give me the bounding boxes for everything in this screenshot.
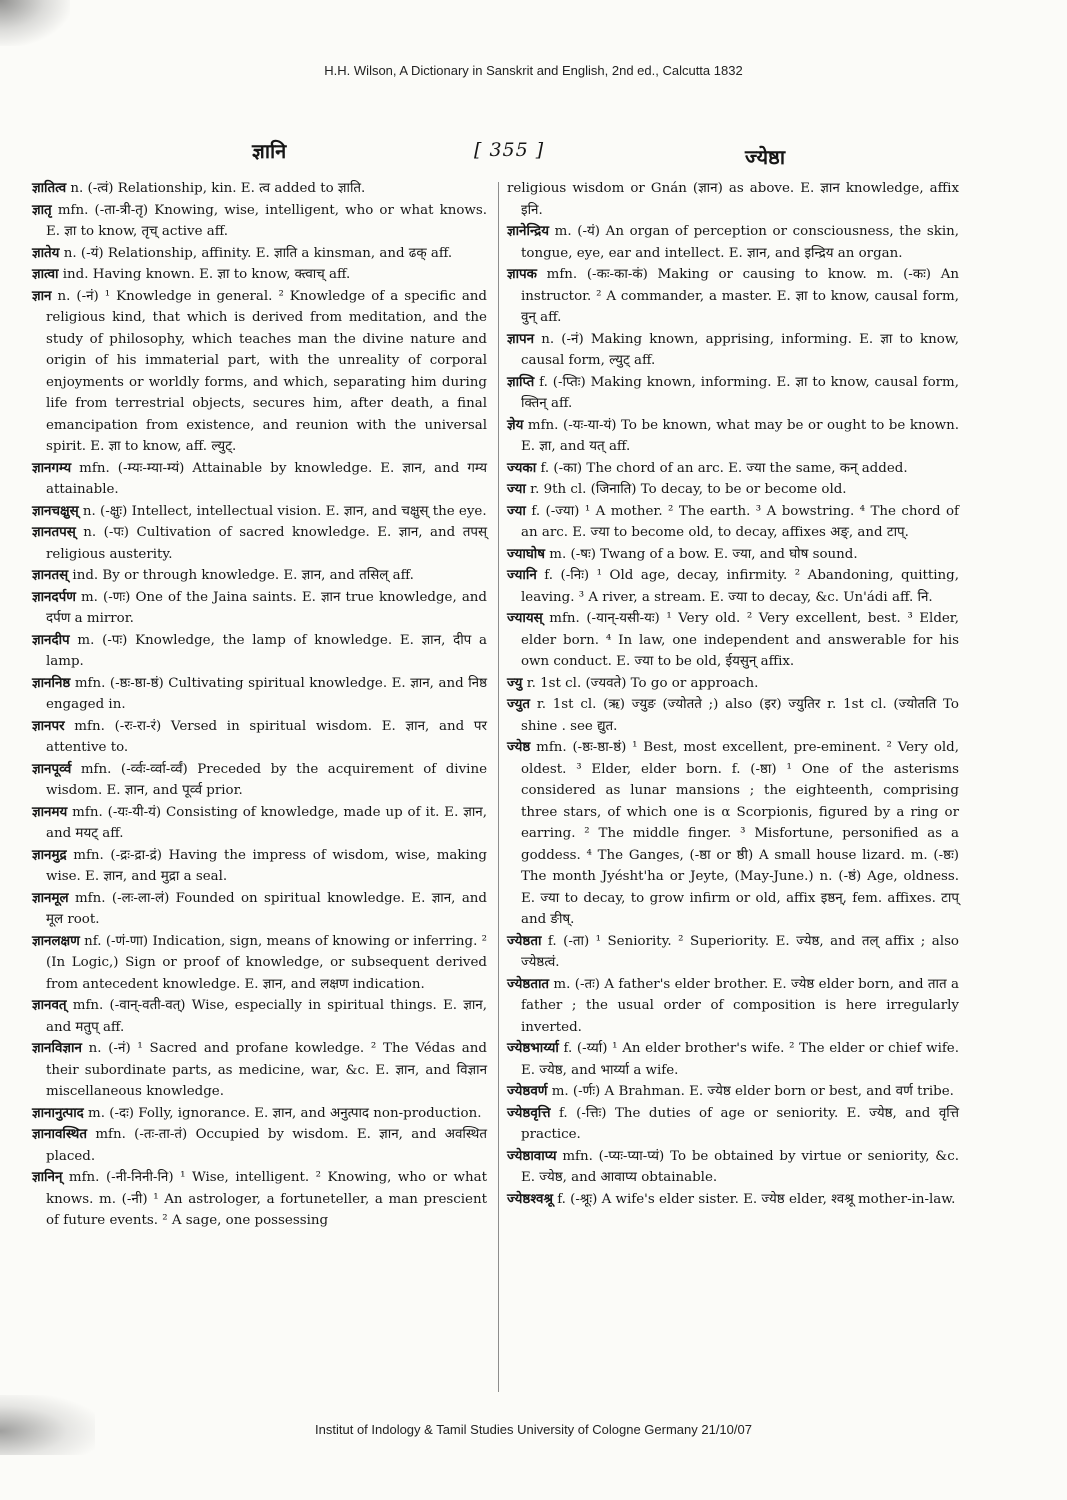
dictionary-entry bbox=[507, 1103, 959, 1146]
dictionary-entry bbox=[32, 178, 487, 200]
definition: mfn. (-नी-निनी-नि) ¹ Wise, intelligent. ² Knowing, who or what knows. m. (-नी) ¹ An astrologer, a fortuneteller, a man prescient of future events. ² A sage, one possessing bbox=[46, 1170, 487, 1228]
running-head-right: ज्येष्ठा bbox=[745, 145, 785, 169]
definition: mfn. (-रः-रा-रं) Versed in spiritual wisdom. E. ज्ञान, and पर attentive to. bbox=[46, 718, 487, 755]
definition: f. (-ज्या) ¹ A mother. ² The earth. ³ A bowstring. ⁴ The chord of an arc. E. ज्या to become old, to decay, affixes अङ्, and टाप्. bbox=[521, 503, 959, 540]
headword: ज्ञाप्ति bbox=[507, 373, 535, 390]
definition: mfn. (-वान्-वती-वत्) Wise, especially in spiritual things. E. ज्ञान, and मतुप् aff. bbox=[46, 998, 487, 1035]
headword: ज्ञानचक्षुस् bbox=[32, 502, 79, 519]
definition: m. (-यं) An organ of perception or consciousness, the skin, tongue, eye, ear and intellect. E. ज्ञान, and इन्द्रिय an organ. bbox=[521, 224, 959, 261]
headword: ज्येष्ठभार्य्या bbox=[507, 1040, 559, 1056]
headword: ज्ञेय bbox=[507, 416, 524, 433]
definition: mfn. (-तः-ता-तं) Occupied by wisdom. E. ज्ञान, and अवस्थित placed. bbox=[46, 1127, 487, 1164]
headword: ज्ञापन bbox=[507, 330, 535, 347]
definition: f. (-निः) ¹ Old age, decay, infirmity. ² Abandoning, quitting, leaving. ³ A river, a stream. E. ज्या to decay, &c. Un'ádi aff. नि. bbox=[521, 568, 959, 605]
headword: ज्याघोष bbox=[507, 545, 546, 562]
definition: n. (-यं) Relationship, affinity. E. ज्ञाति a kinsman, and ढक् aff. bbox=[59, 245, 453, 261]
definition: mfn. (-यः-यी-यं) Consisting of knowledge, made up of it. E. ज्ञान, and मयट् aff. bbox=[46, 804, 487, 841]
headword: ज्येष्ठवर्ण bbox=[507, 1083, 548, 1099]
headword: ज्ञापक bbox=[507, 266, 537, 282]
dictionary-entry bbox=[507, 737, 959, 931]
dictionary-entry bbox=[32, 458, 487, 501]
headword: ज्ञानतपस् bbox=[32, 524, 76, 540]
definition: mfn. (-लः-ला-लं) Founded on spiritual knowledge. E. ज्ञान, and मूल root. bbox=[46, 890, 487, 927]
definition: mfn. (-द्रः-द्रा-द्रं) Having the impress of wisdom, wise, making wise. E. ज्ञान, and मुद्रा a seal. bbox=[46, 847, 487, 884]
definition: f. (-प्तिः) Making known, informing. E. ज्ञा to know, causal form, क्तिन् aff. bbox=[521, 374, 959, 411]
column-divider bbox=[498, 182, 499, 1392]
dictionary-entry bbox=[32, 522, 487, 565]
definition: mfn. (-ता-त्री-तृ) Knowing, wise, intelligent, who or what knows. E. ज्ञा to know, तृच् active aff. bbox=[46, 202, 487, 239]
dictionary-entry bbox=[32, 501, 487, 523]
definition: f. (-श्रूः) A wife's elder sister. E. ज्येष्ठ elder, श्वश्रू mother-in-law. bbox=[552, 1191, 956, 1207]
definition: mfn. (-ष्ठः-ष्ठा-ष्ठं) Cultivating spiritual knowledge. E. ज्ञान, and निष्ठ engaged in. bbox=[46, 675, 487, 712]
definition: m. (-पः) Knowledge, the lamp of knowledge. E. ज्ञान, दीप a lamp. bbox=[46, 632, 487, 669]
definition: mfn. (-म्यः-म्या-म्यं) Attainable by knowledge. E. ज्ञान, and गम्य attainable. bbox=[46, 460, 487, 497]
definition: r. 9th cl. (जिनाति) To decay, to be or become old. bbox=[525, 482, 847, 497]
headword: ज्यु bbox=[507, 674, 523, 691]
definition: religious wisdom or Gnán (ज्ञान) as above. E. ज्ञान knowledge, affix इनि. bbox=[507, 181, 959, 218]
definition: mfn. (-र्व्वः-र्व्वा-र्व्वं) Preceded by the acquirement of divine wisdom. E. ज्ञान, and पूर्व्व prior. bbox=[46, 761, 487, 798]
source-citation: H.H. Wilson, A Dictionary in Sanskrit and English, 2nd ed., Calcutta 1832 bbox=[324, 63, 743, 78]
headword: ज्यका bbox=[507, 459, 537, 476]
definition: n. (-पः) Cultivation of sacred knowledge. E. ज्ञान, and तपस् religious austerity. bbox=[46, 525, 487, 562]
dictionary-entry bbox=[32, 200, 487, 243]
headword: ज्ञानलक्षण bbox=[32, 932, 80, 949]
headword: ज्ञानेन्द्रिय bbox=[507, 223, 549, 239]
running-head-left: ज्ञानि bbox=[252, 139, 287, 163]
institution-footer: Institut of Indology & Tamil Studies University of Cologne Germany 21/10/07 bbox=[315, 1422, 752, 1437]
dictionary-entry bbox=[32, 802, 487, 845]
dictionary-entry bbox=[32, 286, 487, 458]
headword: ज्ञानगम्य bbox=[32, 459, 72, 476]
dictionary-entry bbox=[507, 479, 959, 501]
definition: n. (-नं) ¹ Knowledge in general. ² Knowledge of a specific and religious kind, that which is derived from meditation, and the study of philosophy, which teaches man the divine nature and origin of his immaterial part, with the unreality of corporal enjoyments or worldly forms, and which, separating him during life from terrestrial objects, secures him, after death, a final emancipation from existence, and reunion with the universal spirit. E. ज्ञा to know, aff. ल्युट्. bbox=[46, 288, 487, 454]
headword: ज्युत bbox=[507, 696, 531, 712]
dictionary-entry bbox=[507, 329, 959, 372]
dictionary-entry bbox=[32, 995, 487, 1038]
dictionary-entry bbox=[32, 759, 487, 802]
dictionary-entry bbox=[507, 372, 959, 415]
definition: m. (-तः) A father's elder brother. E. ज्येष्ठ elder born, and तात a father ; the usual order of composition is here irregularly inverted. bbox=[521, 976, 959, 1035]
dictionary-entry bbox=[32, 845, 487, 888]
definition: m. (-णः) One of the Jaina saints. E. ज्ञान true knowledge, and दर्पण a mirror. bbox=[46, 589, 487, 626]
headword: ज्यानि bbox=[507, 567, 537, 583]
dictionary-entry bbox=[507, 1038, 959, 1081]
definition: m. (-दः) Folly, ignorance. E. ज्ञान, and अनुत्पाद non-production. bbox=[83, 1105, 482, 1121]
headword: ज्ञाननिष्ठ bbox=[32, 674, 71, 691]
dictionary-entry bbox=[32, 716, 487, 759]
definition: r. 1st cl. (ऋ) ज्युङ (ज्योतते ;) also (इर) ज्युतिर r. 1st cl. (ज्योतति To shine . see द्युत. bbox=[521, 697, 959, 734]
headword: ज्ञानपर bbox=[32, 717, 65, 734]
dictionary-entry bbox=[32, 587, 487, 630]
headword: ज्येष्ठश्वश्रू bbox=[507, 1190, 553, 1207]
headword: ज्येष्ठता bbox=[507, 932, 542, 949]
definition: f. (-का) The chord of an arc. E. ज्या the same, कन् added. bbox=[536, 460, 908, 476]
headword: ज्या bbox=[507, 502, 526, 519]
definition: ind. By or through knowledge. E. ज्ञान, and तसिल् aff. bbox=[68, 568, 414, 583]
dictionary-entry bbox=[32, 1124, 487, 1167]
definition: m. (-र्णः) A Brahman. E. ज्येष्ठ elder born or best, and वर्ण tribe. bbox=[547, 1084, 954, 1099]
dictionary-entry bbox=[32, 243, 487, 265]
dictionary-entry bbox=[507, 458, 959, 480]
dictionary-entry bbox=[32, 888, 487, 931]
definition: mfn. (-यः-या-यं) To be known, what may be or ought to be known. E. ज्ञा, and यत् aff. bbox=[521, 417, 959, 454]
dictionary-entry bbox=[32, 1038, 487, 1103]
headword: ज्येष्ठावाप्य bbox=[507, 1147, 557, 1164]
dictionary-entry bbox=[507, 264, 959, 329]
dictionary-entry bbox=[507, 565, 959, 608]
dictionary-entry bbox=[32, 1103, 487, 1125]
headword: ज्ञानमय bbox=[32, 803, 68, 820]
headword: ज्ञानमूल bbox=[32, 889, 69, 906]
definition: ind. Having known. E. ज्ञा to know, क्त्वाच् aff. bbox=[58, 267, 351, 282]
dictionary-entry bbox=[507, 974, 959, 1039]
headword: ज्ञात्वा bbox=[32, 266, 59, 282]
dictionary-entry bbox=[507, 1146, 959, 1189]
headword: ज्येष्ठ bbox=[507, 739, 531, 755]
dictionary-entry bbox=[507, 501, 959, 544]
headword: ज्येष्ठवृत्ति bbox=[507, 1104, 551, 1121]
headword: ज्ञानतस् bbox=[32, 567, 69, 583]
headword: ज्ञातित्व bbox=[32, 180, 67, 196]
headword: ज्ञान bbox=[32, 287, 52, 304]
definition: mfn. (-कः-का-कं) Making or causing to know. m. (-कः) An instructor. ² A commander, a master. E. ज्ञा to know, causal form, वुन् aff. bbox=[521, 267, 959, 325]
definition: mfn. (-ष्ठः-ष्ठा-ष्ठं) ¹ Best, most excellent, pre-eminent. ² Very old, oldest. ³ Elder, elder born. f. (-ष्ठा) ¹ One of the asterisms considered as lunar mansions ; the eighteenth, comprising three stars, of which one is α Scorpionis, figured by a ring or earring. ² The middle finger. ³ Misfortune, personified as a goddess. ⁴ The Ganges, (-ष्ठा or ष्ठी) A small house lizard. m. (-ष्ठः) The month Jyésht'ha or Jeyte, (May-June.) n. (-ष्ठं) Age, oldness. E. ज्या to decay, to grow infirm or old, affix इष्ठन्, fem. affixes. टाप् and ङीष्. bbox=[521, 740, 959, 927]
definition: mfn. (-यान्-यसी-यः) ¹ Very old. ² Very excellent, best. ³ Elder, elder born. ⁴ In law, one independent and answerable for his own conduct. E. ज्या to be old, ईयसुन् affix. bbox=[521, 611, 959, 669]
definition: n. (-त्वं) Relationship, kin. E. त्व added to ज्ञाति. bbox=[66, 181, 366, 196]
headword: ज्ञानविज्ञान bbox=[32, 1040, 82, 1056]
headword: ज्ञानिन् bbox=[32, 1169, 63, 1185]
dictionary-entry bbox=[32, 931, 487, 996]
headword: ज्ञानावस्थित bbox=[32, 1126, 87, 1142]
dictionary-entry bbox=[507, 673, 959, 695]
definition: f. (-ता) ¹ Seniority. ² Superiority. E. ज्येष्ठ, and तल् affix ; also ज्येष्ठत्वं. bbox=[521, 933, 959, 970]
headword: ज्ञानदीप bbox=[32, 631, 70, 648]
headword: ज्ञानानुत्पाद bbox=[32, 1104, 84, 1121]
definition: n. (-नं) ¹ Sacred and profane kowledge. ² The Védas and their subordinate parts, as medicine, war, &c. E. ज्ञान, and विज्ञान miscellaneous knowledge. bbox=[46, 1041, 487, 1099]
definition: n. (-क्षुः) Intellect, intellectual vision. E. ज्ञान, and चक्षुस् the eye. bbox=[78, 503, 487, 519]
definition: nf. (-णं-णा) Indication, sign, means of knowing or inferring. ² (In Logic,) Sign or proof of knowledge, or subsequent derived from antecedent knowledge. E. ज्ञान, and लक्षण indication. bbox=[46, 933, 487, 992]
dictionary-entry bbox=[507, 608, 959, 673]
definition: m. (-षः) Twang of a bow. E. ज्या, and घोष sound. bbox=[545, 546, 858, 562]
right-column bbox=[507, 178, 959, 1210]
page-number: [ 355 ] bbox=[474, 139, 545, 161]
running-head bbox=[0, 137, 1067, 177]
headword: ज्येष्ठतात bbox=[507, 975, 550, 992]
headword: ज्या bbox=[507, 481, 526, 497]
scan-artifact-top-left bbox=[0, 0, 70, 46]
definition: f. (-त्तिः) The duties of age or seniority. E. ज्येष्ठ, and वृत्ति practice. bbox=[521, 1105, 959, 1142]
dictionary-entry bbox=[32, 630, 487, 673]
headword: ज्ञानदर्पण bbox=[32, 588, 76, 605]
dictionary-entry bbox=[32, 565, 487, 587]
dictionary-entry bbox=[32, 264, 487, 286]
headword: ज्ञातृ bbox=[32, 201, 52, 218]
headword: ज्ञानवत् bbox=[32, 997, 67, 1013]
dictionary-entry bbox=[507, 931, 959, 974]
definition: r. 1st cl. (ज्यवते) To go or approach. bbox=[522, 675, 759, 691]
dictionary-entry bbox=[507, 544, 959, 566]
dictionary-entry bbox=[32, 673, 487, 716]
dictionary-entry bbox=[507, 221, 959, 264]
definition: mfn. (-प्यः-प्या-प्यं) To be obtained by virtue or seniority, &c. E. ज्येष्ठ, and आवाप्य obtainable. bbox=[521, 1148, 959, 1185]
dictionary-entry bbox=[507, 1081, 959, 1103]
dictionary-entry bbox=[507, 694, 959, 737]
definition: n. (-नं) Making known, apprising, informing. E. ज्ञा to know, causal form, ल्युट् aff. bbox=[521, 331, 959, 368]
dictionary-entry bbox=[32, 1167, 487, 1232]
headword: ज्ञानमुद्र bbox=[32, 846, 67, 863]
definition: f. (-र्य्या) ¹ An elder brother's wife. ² The elder or chief wife. E. ज्येष्ठ, and भार्य्या a wife. bbox=[521, 1041, 959, 1078]
dictionary-entry bbox=[507, 1189, 959, 1211]
dictionary-entry bbox=[507, 178, 959, 221]
headword: ज्ञानपूर्व्व bbox=[32, 760, 72, 777]
headword: ज्यायस् bbox=[507, 610, 543, 626]
headword: ज्ञातेय bbox=[32, 244, 60, 261]
left-column bbox=[32, 178, 487, 1232]
dictionary-entry bbox=[507, 415, 959, 458]
